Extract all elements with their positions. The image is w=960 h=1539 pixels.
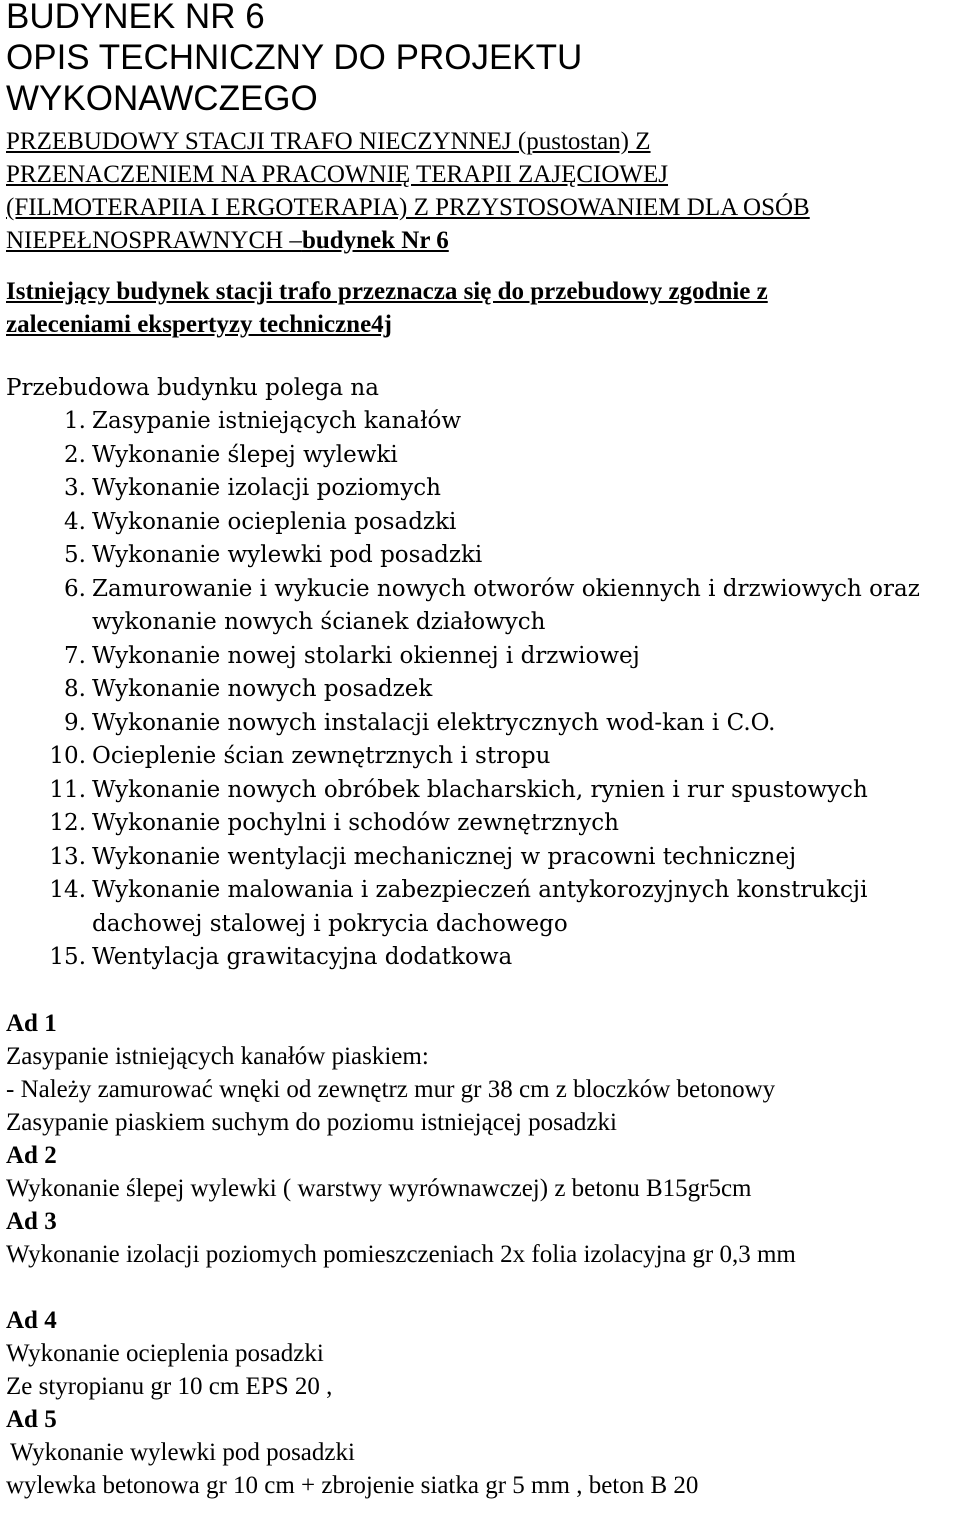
item-number: 9.: [64, 709, 86, 736]
item-text: [92, 874, 960, 941]
section-text: Wykonanie izolacji poziomych pomieszczeniach 2x folia izolacyjna gr 0,3 mm: [6, 1240, 796, 1268]
item-number: 4.: [64, 508, 86, 535]
item-text-line: dachowej stalowej i pokrycia dachowego: [92, 910, 568, 937]
item-number: 2.: [64, 441, 86, 468]
section-text: Wykonanie ocieplenia posadzki: [6, 1339, 324, 1367]
list-item: [6, 740, 960, 774]
document-title-line-1: BUDYNEK NR 6: [6, 0, 265, 36]
item-text: Wykonanie nowej stolarki okiennej i drzwiowej: [92, 642, 640, 669]
scope-list: [6, 405, 960, 975]
item-text: Ocieplenie ścian zewnętrznych i stropu: [92, 743, 551, 769]
item-text: Wykonanie ocieplenia posadzki: [92, 508, 457, 535]
section-heading-ad3: Ad 3: [6, 1207, 57, 1235]
intro-paragraph: [6, 275, 960, 341]
document-title-line-3: WYKONAWCZEGO: [6, 79, 318, 118]
list-item: [6, 841, 960, 875]
section-text: Zasypanie piaskiem suchym do poziomu istniejącej posadzki: [6, 1108, 617, 1136]
section-text: - Należy zamurować wnęki od zewnętrz mur gr 38 cm z bloczków betonowy: [6, 1075, 776, 1103]
subtitle-line: (FILMOTERAPIIA I ERGOTERAPIA) Z PRZYSTOSOWANIEM DLA OSÓB: [6, 194, 810, 221]
item-text: Wykonanie nowych obróbek blacharskich, rynien i rur spustowych: [92, 776, 868, 803]
item-number: 10.: [49, 743, 86, 769]
list-item: [6, 874, 960, 941]
list-item: [6, 941, 960, 975]
item-text-line: wykonanie nowych ścianek działowych: [92, 609, 546, 635]
list-item: [6, 439, 960, 473]
list-item: [6, 573, 960, 640]
item-text-line: Zamurowanie i wykucie nowych otworów okiennych i drzwiowych oraz: [92, 575, 920, 602]
item-number: 11.: [49, 776, 86, 803]
scope-lead: Przebudowa budynku polega na: [6, 375, 379, 401]
subtitle-line: PRZENACZENIEM NA PRACOWNIĘ TERAPII ZAJĘCIOWEJ: [6, 161, 669, 188]
item-number: 6.: [64, 575, 86, 602]
section-text: Ze styropianu gr 10 cm EPS 20 ,: [6, 1372, 333, 1400]
section-text: Wykonanie wylewki pod posadzki: [10, 1438, 355, 1466]
project-subtitle: [6, 125, 960, 257]
document-page: [6, 0, 960, 1502]
item-text: Wykonanie wentylacji mechanicznej w pracowni technicznej: [92, 843, 797, 870]
item-number: 1.: [64, 408, 86, 434]
section-heading-ad5: Ad 5: [6, 1405, 57, 1433]
list-item: [6, 539, 960, 573]
subtitle-line-part: NIEPEŁNOSPRAWNYCH –: [6, 227, 302, 254]
subtitle-line: PRZEBUDOWY STACJI TRAFO NIECZYNNEJ (pustostan) Z: [6, 128, 651, 155]
item-number: 5.: [64, 542, 86, 568]
section-text: Zasypanie istniejących kanałów piaskiem:: [6, 1042, 429, 1070]
subtitle-building-number: budynek Nr 6: [301, 227, 449, 254]
list-item: [6, 506, 960, 540]
item-number: 15.: [49, 944, 86, 970]
intro-line: Istniejący budynek stacji trafo przeznacza się do przebudowy zgodnie z: [6, 278, 768, 305]
item-text: Wentylacja grawitacyjna dodatkowa: [92, 944, 513, 970]
item-number: 3.: [64, 475, 86, 501]
document-title-line-2: OPIS TECHNICZNY DO PROJEKTU: [6, 38, 583, 77]
list-item: [6, 707, 960, 741]
item-number: 13.: [49, 843, 86, 870]
item-text: Wykonanie nowych posadzek: [92, 676, 433, 702]
item-text: Wykonanie pochylni i schodów zewnętrznych: [92, 810, 619, 836]
item-text: Wykonanie nowych instalacji elektrycznych wod-kan i C.O.: [92, 709, 776, 736]
list-item: [6, 774, 960, 808]
item-number: 14.: [49, 877, 86, 903]
detail-sections: [6, 1007, 960, 1502]
item-number: 8.: [64, 676, 86, 702]
section-heading-ad2: Ad 2: [6, 1141, 57, 1169]
item-text: [92, 573, 960, 640]
item-text: Wykonanie wylewki pod posadzki: [92, 542, 483, 568]
section-heading-ad4: Ad 4: [6, 1306, 57, 1334]
list-item: [6, 405, 960, 439]
list-item: [6, 807, 960, 841]
section-text: wylewka betonowa gr 10 cm + zbrojenie siatka gr 5 mm , beton B 20: [6, 1471, 699, 1499]
section-text: Wykonanie ślepej wylewki ( warstwy wyrównawczej) z betonu B15gr5cm: [6, 1174, 752, 1202]
spacer: [6, 1271, 960, 1304]
item-number: 12.: [49, 810, 86, 836]
list-item: [6, 640, 960, 674]
list-item: [6, 673, 960, 707]
item-number: 7.: [64, 642, 86, 669]
intro-line: zaleceniami ekspertyzy techniczne4j: [6, 311, 392, 338]
list-item: [6, 472, 960, 506]
item-text: Wykonanie izolacji poziomych: [92, 475, 441, 501]
section-heading-ad1: Ad 1: [6, 1009, 57, 1037]
subtitle-line: [6, 224, 960, 257]
item-text: Wykonanie ślepej wylewki: [92, 441, 398, 468]
item-text: Zasypanie istniejących kanałów: [92, 408, 462, 434]
item-text-line: Wykonanie malowania i zabezpieczeń antykorozyjnych konstrukcji: [92, 877, 868, 903]
